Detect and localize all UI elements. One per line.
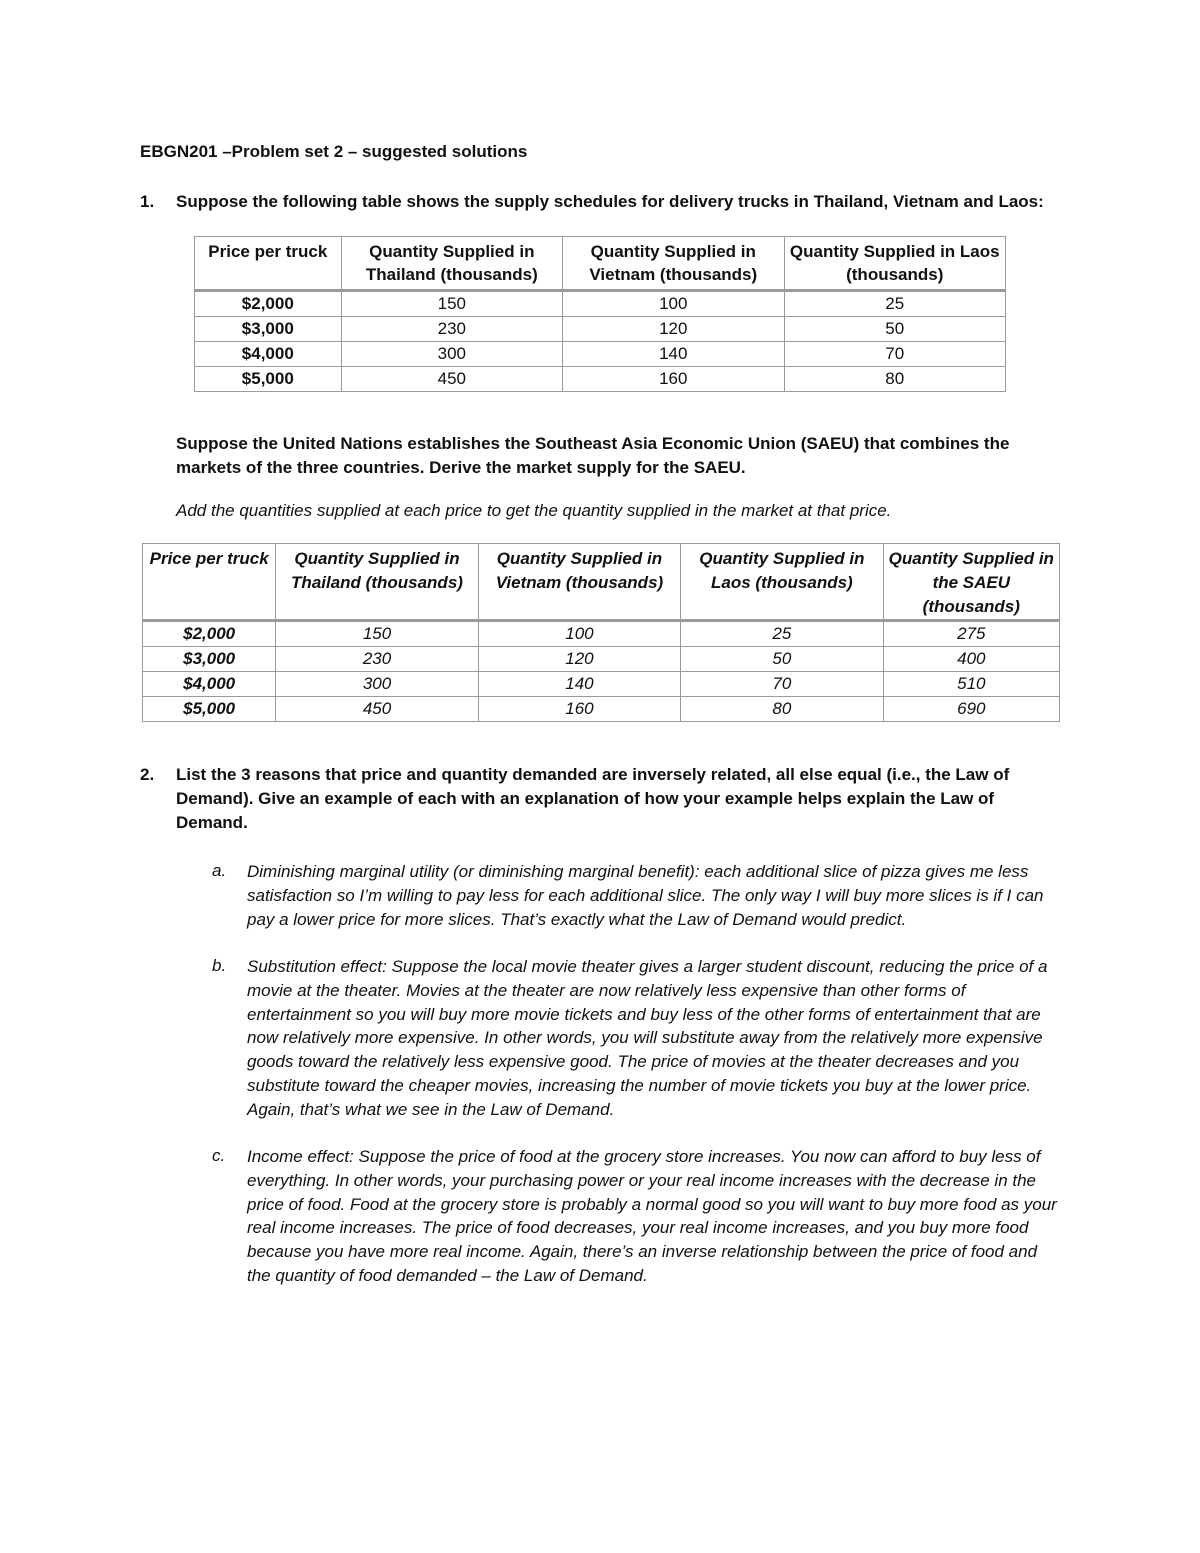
table-cell: $4,000: [143, 672, 276, 697]
table-header-cell: Quantity Supplied in Vietnam (thousands): [478, 544, 680, 621]
answer-b-letter: b.: [212, 956, 227, 975]
question-1-prompt: Suppose the following table shows the supply schedules for delivery trucks in Thailand, Vietnam and Laos:: [176, 192, 1044, 211]
table-header-row: [143, 544, 1060, 621]
table-cell: $3,000: [143, 647, 276, 672]
question-1-number: 1.: [140, 192, 155, 211]
table-cell: 160: [563, 367, 784, 392]
table-cell: $4,000: [195, 342, 342, 367]
table-header-cell: Quantity Supplied in Thailand (thousands): [276, 544, 478, 621]
table-cell: $2,000: [195, 291, 342, 317]
table-header-cell: Quantity Supplied in Laos (thousands): [681, 544, 883, 621]
table-cell: 100: [478, 621, 680, 647]
table-cell: 80: [681, 697, 883, 722]
table-cell: 25: [784, 291, 1006, 317]
table-row: [195, 291, 1006, 317]
table-cell: 140: [563, 342, 784, 367]
table-header-row: [195, 237, 1006, 291]
table-row: [143, 697, 1060, 722]
table-cell: 400: [883, 647, 1059, 672]
answer-a-text: Diminishing marginal utility (or diminishing marginal benefit): each additional slice of pizza gives me less satisfaction so I’m willing to pay less for each additional slice. The only way I will buy more slices is if I can pay a lower price for more slices. That’s exactly what the Law of Demand would predict.: [247, 862, 1044, 929]
table-cell: 70: [681, 672, 883, 697]
table-cell: 150: [276, 621, 478, 647]
table-cell: 510: [883, 672, 1059, 697]
question-1-followup: Suppose the United Nations establishes the Southeast Asia Economic Union (SAEU) that combines the markets of the three countries. Derive the market supply for the SAEU.: [176, 434, 1010, 477]
table-header-cell: Quantity Supplied in Laos (thousands): [784, 237, 1006, 291]
page-title: EBGN201 –Problem set 2 – suggested solutions: [140, 142, 528, 161]
table-row: [195, 342, 1006, 367]
saeu-market-supply-table: [142, 543, 1060, 722]
table-cell: 80: [784, 367, 1006, 392]
table-cell: 275: [883, 621, 1059, 647]
table-cell: 150: [341, 291, 562, 317]
table-cell: 100: [563, 291, 784, 317]
table-cell: $3,000: [195, 317, 342, 342]
answer-note: Add the quantities supplied at each price to get the quantity supplied in the market at that price.: [176, 501, 892, 520]
table-row: [195, 367, 1006, 392]
question-2-number: 2.: [140, 765, 155, 784]
answer-a-letter: a.: [212, 861, 227, 880]
question-2-prompt: List the 3 reasons that price and quantity demanded are inversely related, all else equal (i.e., the Law of Demand). Give an example of each with an explanation of how your example helps explain the Law of Demand.: [176, 765, 1010, 832]
table-row: [143, 621, 1060, 647]
table-cell: 230: [276, 647, 478, 672]
table-row: [143, 672, 1060, 697]
table-cell: $5,000: [143, 697, 276, 722]
answer-c-text: Income effect: Suppose the price of food at the grocery store increases. You now can afford to buy less of everything. In other words, your purchasing power or your real income increases with the decrease in the price of food. Food at the grocery store is probably a normal good so you will want to buy more food as your real income increases. The price of food decreases, your real income increases, and you buy more food because you have more real income. Again, there’s an inverse relationship between the price of food and the quantity of food demanded – the Law of Demand.: [247, 1147, 1057, 1285]
table-cell: 450: [341, 367, 562, 392]
table-cell: 120: [478, 647, 680, 672]
table-header-cell: Price per truck: [195, 237, 342, 291]
table-cell: 230: [341, 317, 562, 342]
table-cell: 690: [883, 697, 1059, 722]
table-cell: $5,000: [195, 367, 342, 392]
answer-b-text: Substitution effect: Suppose the local movie theater gives a larger student discount, reducing the price of a movie at the theater. Movies at the theater are now relatively less expensive than other forms of entertainment so you will buy more movie tickets and buy less of the other forms of entertainment that are now relatively more expensive. In other words, you will substitute away from the relatively more expensive goods toward the relatively less expensive good. The price of movies at the theater decreases and you substitute toward the cheaper movies, increasing the number of movie tickets you buy at the lower price. Again, that’s what we see in the Law of Demand.: [247, 957, 1048, 1119]
answer-c-letter: c.: [212, 1146, 226, 1165]
table-cell: 50: [784, 317, 1006, 342]
table-row: [143, 647, 1060, 672]
table-header-cell: Quantity Supplied in Thailand (thousands): [341, 237, 562, 291]
table-header-cell: Price per truck: [143, 544, 276, 621]
table-cell: 450: [276, 697, 478, 722]
table-cell: 120: [563, 317, 784, 342]
table-cell: 50: [681, 647, 883, 672]
table-header-cell: Quantity Supplied in the SAEU (thousands): [883, 544, 1059, 621]
table-cell: 300: [341, 342, 562, 367]
table-cell: 25: [681, 621, 883, 647]
table-cell: 70: [784, 342, 1006, 367]
supply-schedule-table: [194, 236, 1006, 392]
table-cell: 160: [478, 697, 680, 722]
table-cell: 140: [478, 672, 680, 697]
table-row: [195, 317, 1006, 342]
table-header-cell: Quantity Supplied in Vietnam (thousands): [563, 237, 784, 291]
table-cell: 300: [276, 672, 478, 697]
table-cell: $2,000: [143, 621, 276, 647]
